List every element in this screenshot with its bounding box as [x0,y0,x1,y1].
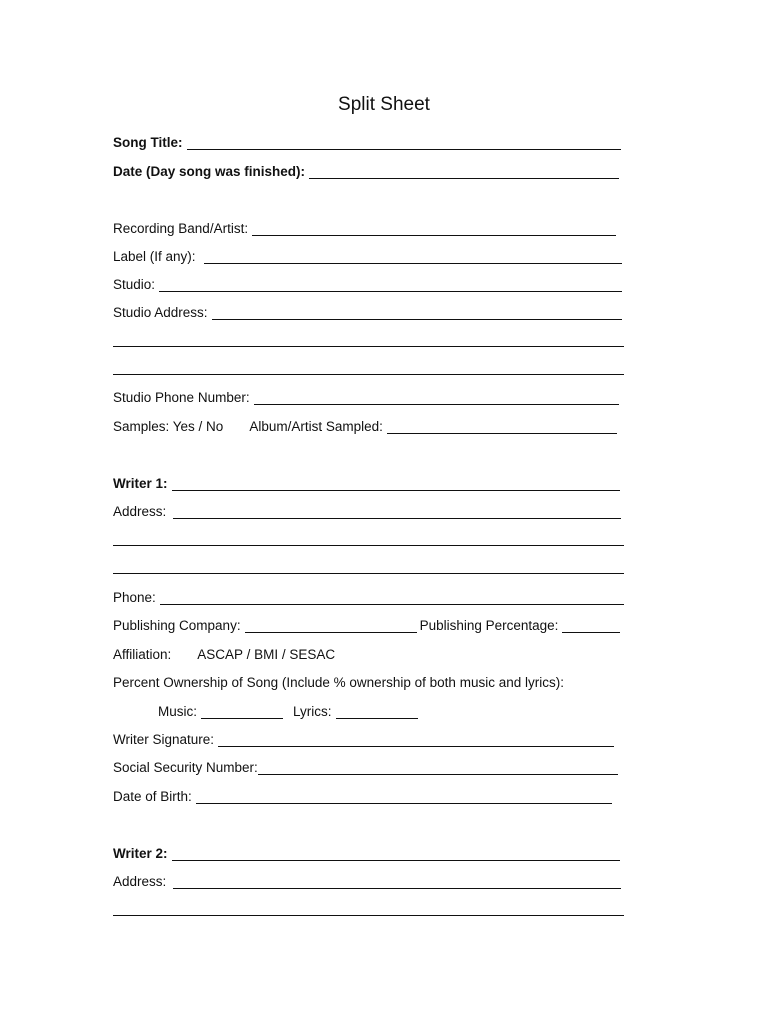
recording-artist-row [113,216,616,236]
album-sampled-field[interactable] [387,419,617,434]
publishing-percentage-label: Publishing Percentage: [419,618,559,633]
music-lyrics-row [158,699,418,719]
ssn-row [113,755,618,775]
lyrics-label: Lyrics: [293,704,332,719]
studio-phone-label: Studio Phone Number: [113,390,250,405]
percent-ownership-label: Percent Ownership of Song (Include % ownership of both music and lyrics): [113,675,564,690]
affiliation-row [113,642,335,662]
studio-address-line-2[interactable] [113,346,624,347]
writer2-field[interactable] [172,846,620,861]
label-field[interactable] [204,249,622,264]
writer1-address-row [113,499,621,519]
date-field[interactable] [309,164,619,179]
affiliation-options[interactable]: ASCAP / BMI / SESAC [197,647,336,662]
writer1-field[interactable] [172,476,620,491]
ssn-label: Social Security Number: [113,760,258,775]
page-title: Split Sheet [338,94,430,115]
label-label: Label (If any): [113,249,196,264]
writer2-label: Writer 2: [113,846,168,861]
writer1-row [113,471,620,491]
studio-phone-field[interactable] [254,390,619,405]
writer2-address-field[interactable] [173,874,621,889]
ssn-field[interactable] [258,760,618,775]
label-row [113,244,622,264]
lyrics-field[interactable] [336,704,418,719]
studio-field[interactable] [159,277,622,292]
date-label: Date (Day song was finished): [113,164,306,179]
writer-signature-label: Writer Signature: [113,732,215,747]
percent-ownership-row [113,670,564,690]
date-row [113,159,619,179]
writer2-row [113,841,620,861]
studio-address-line-3[interactable] [113,374,624,375]
writer1-label: Writer 1: [113,476,168,491]
music-label: Music: [158,704,198,719]
music-field[interactable] [201,704,283,719]
writer1-address-label: Address: [113,504,167,519]
recording-artist-field[interactable] [252,221,616,236]
writer1-phone-label: Phone: [113,590,156,605]
publishing-company-label: Publishing Company: [113,618,241,633]
song-title-label: Song Title: [113,135,183,150]
album-sampled-label: Album/Artist Sampled: [249,419,383,434]
samples-row [113,414,617,434]
affiliation-label: Affiliation: [113,647,172,662]
studio-address-row [113,300,622,320]
writer2-address-label: Address: [113,874,167,889]
dob-row [113,784,612,804]
recording-artist-label: Recording Band/Artist: [113,221,249,236]
song-title-field[interactable] [187,135,621,150]
studio-address-field[interactable] [212,305,622,320]
writer2-address-line-2[interactable] [113,915,624,916]
dob-field[interactable] [196,789,612,804]
writer1-address-line-2[interactable] [113,545,624,546]
writer1-address-field[interactable] [173,504,621,519]
writer1-address-line-3[interactable] [113,573,624,574]
writer2-address-row [113,869,621,889]
publishing-percentage-field[interactable] [562,618,620,633]
studio-label: Studio: [113,277,156,292]
writer1-phone-row [113,585,624,605]
writer-signature-row [113,727,614,747]
dob-label: Date of Birth: [113,789,192,804]
samples-label: Samples: Yes / No [113,419,224,434]
writer-signature-field[interactable] [218,732,614,747]
song-title-row [113,130,621,150]
studio-row [113,272,622,292]
studio-address-label: Studio Address: [113,305,208,320]
writer1-phone-field[interactable] [160,590,624,605]
publishing-company-field[interactable] [245,618,417,633]
publishing-row [113,613,620,633]
studio-phone-row [113,385,619,405]
